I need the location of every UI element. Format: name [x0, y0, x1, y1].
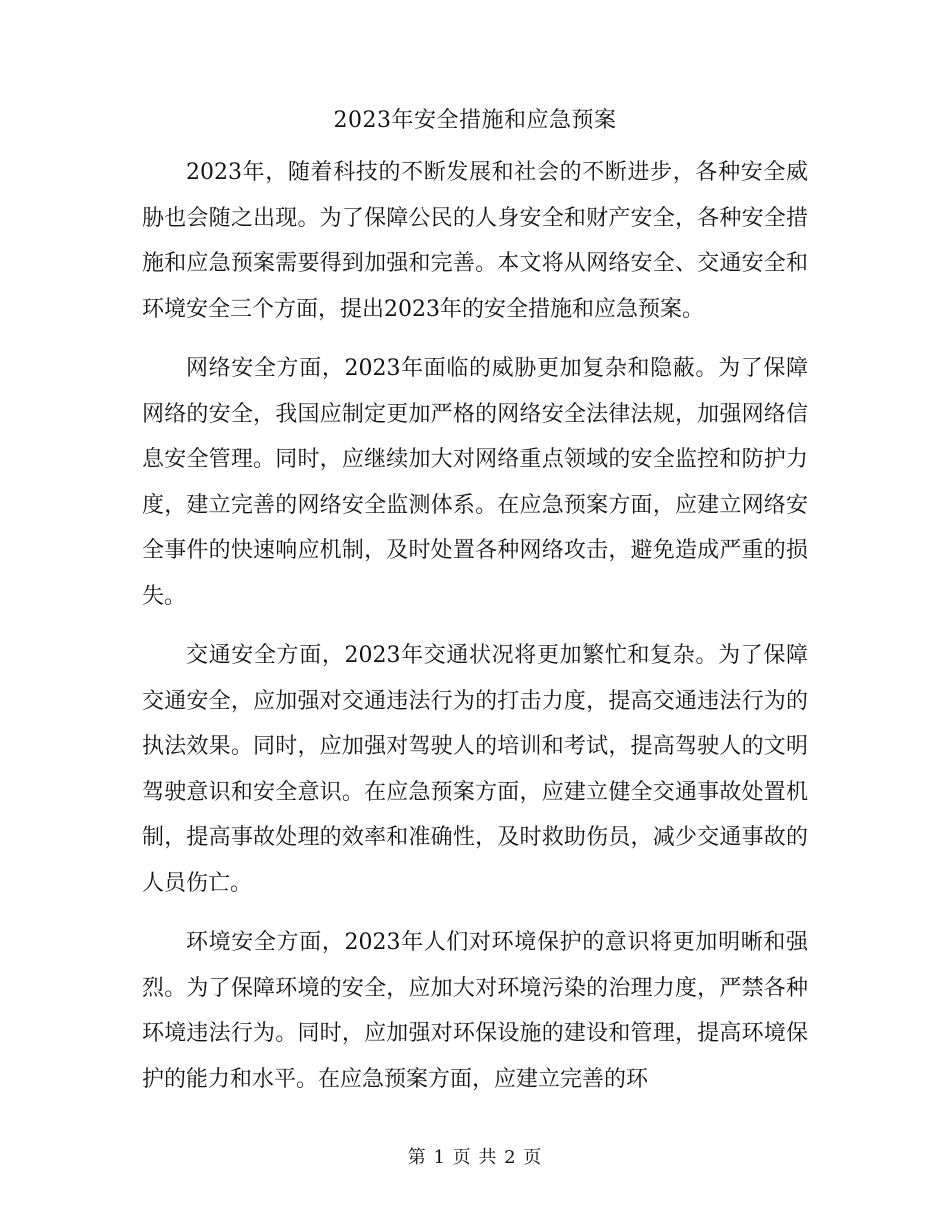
paragraph-traffic-security: 交通安全方面，2023年交通状况将更加繁忙和复杂。为了保障交通安全，应加强对交通违法行为的打击力度，提高交通违法行为的执法效果。同时，应加强对驾驶人的培训和考试，提高驾驶人的文明驾驶意识和安全意识。在应急预案方面，应建立健全交通事故处置机制，提高事故处理的效率和准确性，及时救助伤员，减少交通事故的人员伤亡。	[142, 643, 808, 896]
paragraph-network-security: 网络安全方面，2023年面临的威胁更加复杂和隐蔽。为了保障网络的安全，我国应制定更加严格的网络安全法律法规，加强网络信息安全管理。同时，应继续加大对网络重点领域的安全监控和防护力度，建立完善的网络安全监测体系。在应急预案方面，应建立网络安全事件的快速响应机制，及时处置各种网络攻击，避免造成严重的损失。	[142, 356, 808, 609]
paragraph-environment-security: 环境安全方面，2023年人们对环境保护的意识将更加明晰和强烈。为了保障环境的安全，应加大对环境污染的治理力度，严禁各种环境违法行为。同时，应加强对环保设施的建设和管理，提高环境保护的能力和水平。在应急预案方面，应建立完善的环	[142, 930, 808, 1092]
paragraph-intro: 2023年，随着科技的不断发展和社会的不断进步，各种安全威胁也会随之出现。为了保障公民的人身安全和财产安全，各种安全措施和应急预案需要得到加强和完善。本文将从网络安全、交通安全和环境安全三个方面，提出2023年的安全措施和应急预案。	[142, 160, 808, 322]
page-number-footer: 第 1 页 共 2 页	[407, 1147, 543, 1168]
document-body	[142, 150, 808, 1116]
document-title: 2023年安全措施和应急预案	[333, 108, 617, 133]
